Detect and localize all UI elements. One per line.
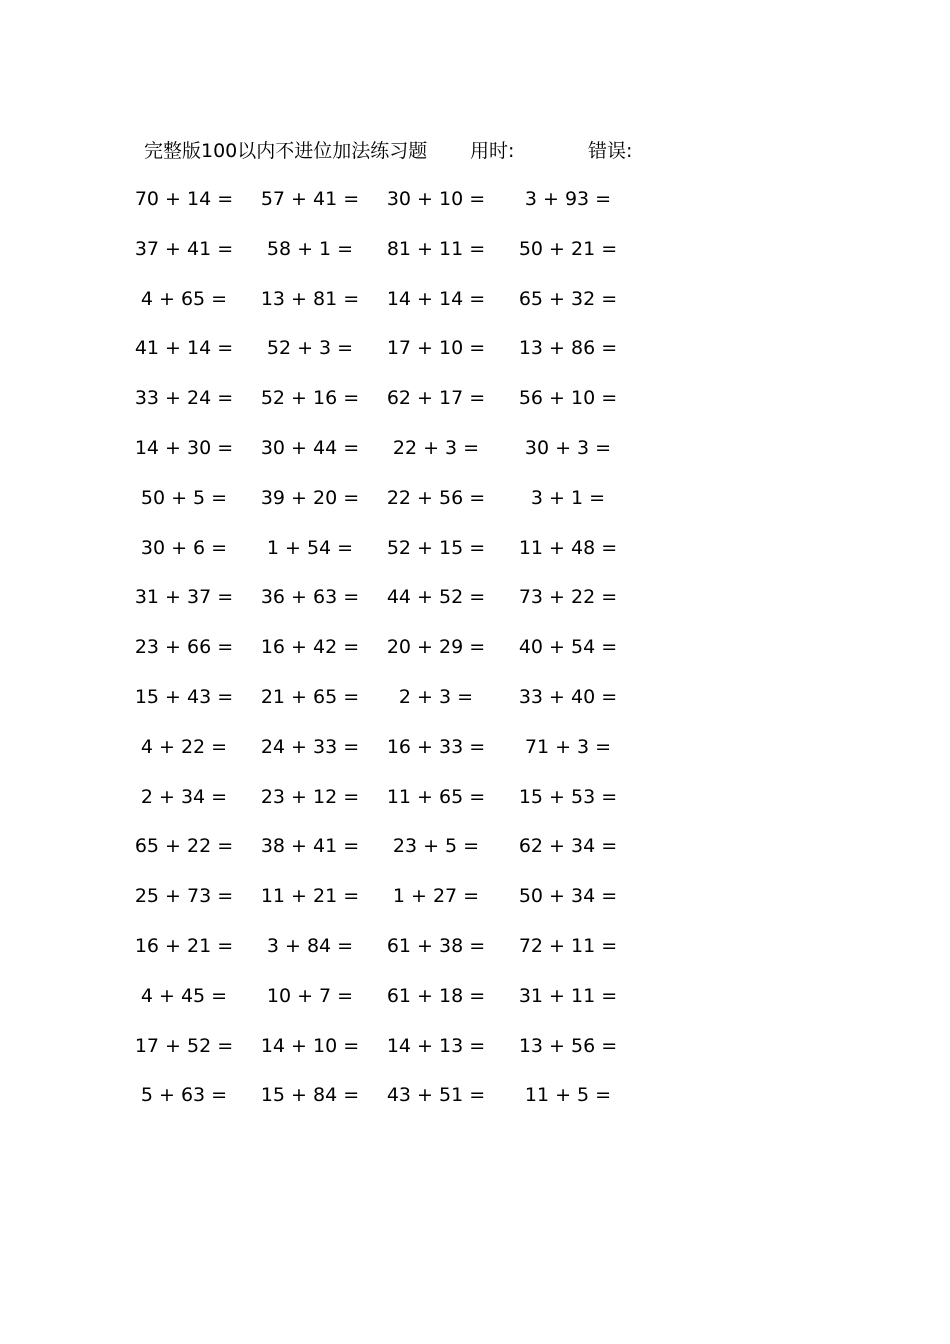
problem-cell: 14 + 30 = [134,437,234,459]
problem-cell: 20 + 29 = [386,636,486,659]
problem-cell: 36 + 63 = [260,586,360,609]
problem-cell: 62 + 34 = [518,835,618,858]
problem-cell: 4 + 65 = [140,287,228,310]
problem-row [130,333,650,363]
problem-cell: 52 + 15 = [386,536,486,559]
problem-cell: 33 + 40 = [518,686,618,708]
problem-row [130,1080,650,1110]
problem-cell: 4 + 45 = [140,984,228,1007]
problem-cell: 52 + 16 = [260,387,360,410]
problem-cell: 23 + 12 = [260,785,360,808]
problem-cell: 56 + 10 = [518,387,618,410]
problem-cell: 2 + 34 = [140,785,228,808]
problem-cell: 14 + 14 = [386,287,486,310]
problem-cell: 11 + 21 = [260,885,360,908]
problem-cell: 40 + 54 = [518,636,618,659]
problem-cell: 17 + 10 = [386,337,486,360]
problem-row [130,383,650,413]
problem-cell: 70 + 14 = [134,188,234,210]
problem-row [130,981,650,1011]
problem-cell: 33 + 24 = [134,387,234,410]
problem-row [130,632,650,662]
problem-cell: 23 + 66 = [134,636,234,659]
problem-row [130,831,650,861]
problem-cell: 3 + 1 = [530,486,606,509]
problem-cell: 43 + 51 = [386,1084,486,1107]
problem-cell: 52 + 3 = [266,337,354,360]
problem-cell: 22 + 3 = [392,437,480,459]
problem-cell: 38 + 41 = [260,835,360,858]
problem-row [130,782,650,812]
problem-cell: 81 + 11 = [386,237,486,260]
worksheet-title: 完整版100以内不进位加法练习题 [144,140,428,162]
error-label: 错误: [588,140,633,162]
problem-cell: 15 + 53 = [518,785,618,808]
problem-row [130,533,650,563]
problem-cell: 30 + 10 = [386,188,486,210]
problem-cell: 1 + 54 = [266,536,354,559]
problem-cell: 62 + 17 = [386,387,486,410]
problem-cell: 16 + 33 = [386,735,486,758]
problem-cell: 13 + 86 = [518,337,618,360]
problem-cell: 30 + 3 = [524,437,612,459]
problem-cell: 13 + 56 = [518,1034,618,1057]
problem-cell: 22 + 56 = [386,486,486,509]
problem-cell: 4 + 22 = [140,735,228,758]
problem-cell: 24 + 33 = [260,735,360,758]
problem-cell: 72 + 11 = [518,935,618,957]
problem-row [130,184,650,214]
problem-cell: 15 + 84 = [260,1084,360,1107]
problem-cell: 2 + 3 = [398,686,474,708]
problem-cell: 16 + 21 = [134,935,234,957]
problem-cell: 41 + 14 = [134,337,234,360]
problem-cell: 31 + 11 = [518,984,618,1007]
problem-cell: 50 + 34 = [518,885,618,908]
problem-row [130,483,650,513]
problem-row [130,234,650,264]
problem-cell: 61 + 38 = [386,935,486,957]
problem-cell: 57 + 41 = [260,188,360,210]
problem-row [130,1031,650,1061]
problem-cell: 11 + 48 = [518,536,618,559]
problem-cell: 10 + 7 = [266,984,354,1007]
problem-cell: 37 + 41 = [134,237,234,260]
problem-cell: 15 + 43 = [134,686,234,708]
problem-row [130,881,650,911]
problem-cell: 14 + 13 = [386,1034,486,1057]
problem-cell: 5 + 63 = [140,1084,228,1107]
problem-cell: 30 + 44 = [260,437,360,459]
problem-cell: 58 + 1 = [266,237,354,260]
problem-cell: 65 + 22 = [134,835,234,858]
problem-row [130,931,650,961]
problem-row [130,582,650,612]
problem-cell: 14 + 10 = [260,1034,360,1057]
problem-row [130,433,650,463]
problem-cell: 39 + 20 = [260,486,360,509]
problem-cell: 61 + 18 = [386,984,486,1007]
problem-cell: 11 + 65 = [386,785,486,808]
problem-cell: 30 + 6 = [140,536,228,559]
problem-cell: 71 + 3 = [524,735,612,758]
problem-cell: 11 + 5 = [524,1084,612,1107]
problem-cell: 25 + 73 = [134,885,234,908]
problem-row [130,682,650,712]
problem-row [130,732,650,762]
problem-cell: 3 + 93 = [524,188,612,210]
problem-cell: 50 + 5 = [140,486,228,509]
time-label: 用时: [470,140,515,162]
problem-cell: 21 + 65 = [260,686,360,708]
problem-cell: 1 + 27 = [392,885,480,908]
problem-cell: 3 + 84 = [266,935,354,957]
problem-cell: 50 + 21 = [518,237,618,260]
problem-cell: 23 + 5 = [392,835,480,858]
problem-cell: 73 + 22 = [518,586,618,609]
problem-cell: 13 + 81 = [260,287,360,310]
problem-cell: 31 + 37 = [134,586,234,609]
problem-cell: 16 + 42 = [260,636,360,659]
problem-cell: 17 + 52 = [134,1034,234,1057]
problem-row [130,284,650,314]
problem-cell: 44 + 52 = [386,586,486,609]
problem-cell: 65 + 32 = [518,287,618,310]
